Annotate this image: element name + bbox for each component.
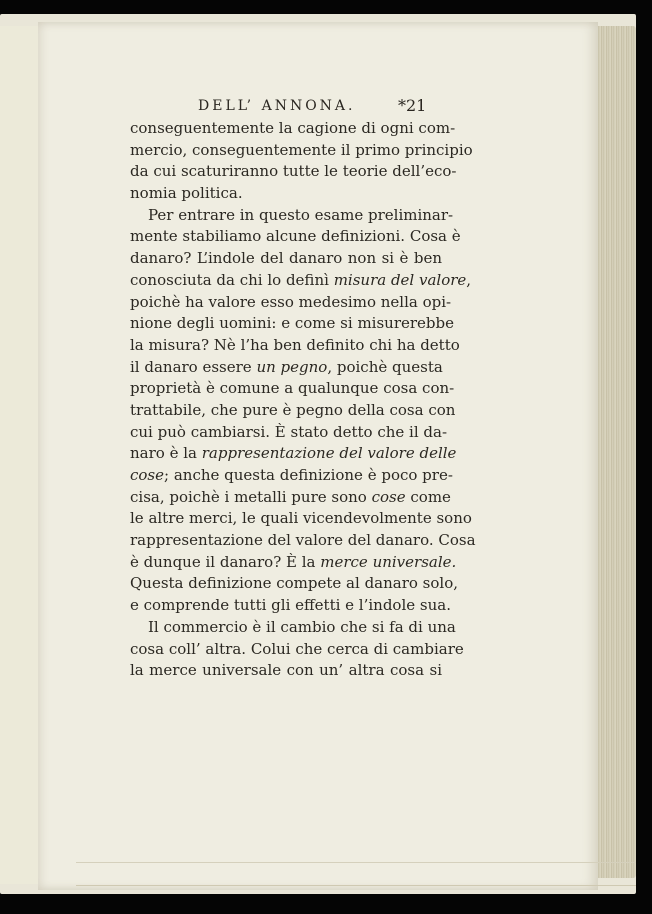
text-line: proprietà è comune a qualunque cosa con- [130, 379, 455, 398]
running-head: DELL’ ANNONA. [198, 98, 356, 114]
text-fragment: è dunque il danaro? È la [130, 552, 316, 571]
text-line [130, 465, 453, 487]
italic-fragment: un pegno [256, 357, 328, 376]
text-line [130, 552, 457, 574]
text-line [130, 443, 457, 465]
text-fragment: il danaro essere [130, 357, 252, 376]
italic-fragment: misura del valore [333, 270, 467, 289]
text-line [130, 357, 442, 379]
text-line: la merce universale con un’ altra cosa si [130, 661, 442, 680]
italic-fragment: merce universale. [320, 552, 457, 571]
text-fragment: , [466, 270, 472, 289]
text-line: danaro? L’indole del danaro non si è ben [130, 249, 442, 268]
text-line: cosa coll’ altra. Colui che cerca di cambiare [130, 639, 464, 658]
text-line: rappresentazione del valore del danaro. Cosa [130, 531, 476, 550]
italic-fragment: cose [371, 487, 406, 506]
text-line: Il commercio è il cambio che si fa di una [148, 617, 456, 636]
text-fragment: , poichè questa [327, 357, 443, 376]
page-edges-right [592, 26, 636, 878]
text-line: le altre merci, le quali vicendevolmente sono [130, 509, 472, 528]
text-line: Questa definizione compete al danaro solo, [130, 574, 459, 593]
text-line [130, 487, 451, 509]
text-fragment: cisa, poichè i metalli pure sono [130, 487, 367, 506]
text-line: conseguentemente la cagione di ogni com- [130, 119, 456, 137]
text-line: poichè ha valore esso medesimo nella opi- [130, 292, 452, 311]
text-fragment: conosciuta da chi lo definì [130, 270, 329, 289]
page-number: *21 [398, 96, 427, 115]
text-line: mercio, conseguentemente il primo principio [130, 140, 473, 159]
text-line: la misura? Nè l’ha ben definito chi ha detto [130, 335, 460, 354]
text-line [130, 270, 472, 292]
text-line: cui può cambiarsi. È stato detto che il da- [130, 422, 448, 441]
italic-fragment: cose [130, 466, 165, 484]
text-line: nione degli uomini: e come si misurerebbe [130, 314, 454, 333]
text-fragment: naro è la [130, 444, 197, 463]
text-line: mente stabiliamo alcune definizioni. Cosa è [130, 227, 461, 246]
text-line: Per entrare in questo esame preliminar- [148, 205, 454, 224]
italic-fragment: rappresentazione del valore delle [201, 444, 457, 463]
text-line: nomia politica. [130, 184, 243, 203]
text-line: e comprende tutti gli effetti e l’indole sua. [130, 596, 451, 615]
text-line: trattabile, che pure è pegno della cosa con [130, 400, 456, 419]
left-page-edge [0, 26, 39, 884]
body-text [130, 118, 476, 682]
text-line: da cui scaturiranno tutte le teorie dell’eco- [130, 162, 457, 181]
page-bottom-edge [76, 862, 636, 886]
text-fragment: ; anche questa definizione è poco pre- [164, 466, 453, 484]
text-fragment: come [410, 487, 451, 506]
